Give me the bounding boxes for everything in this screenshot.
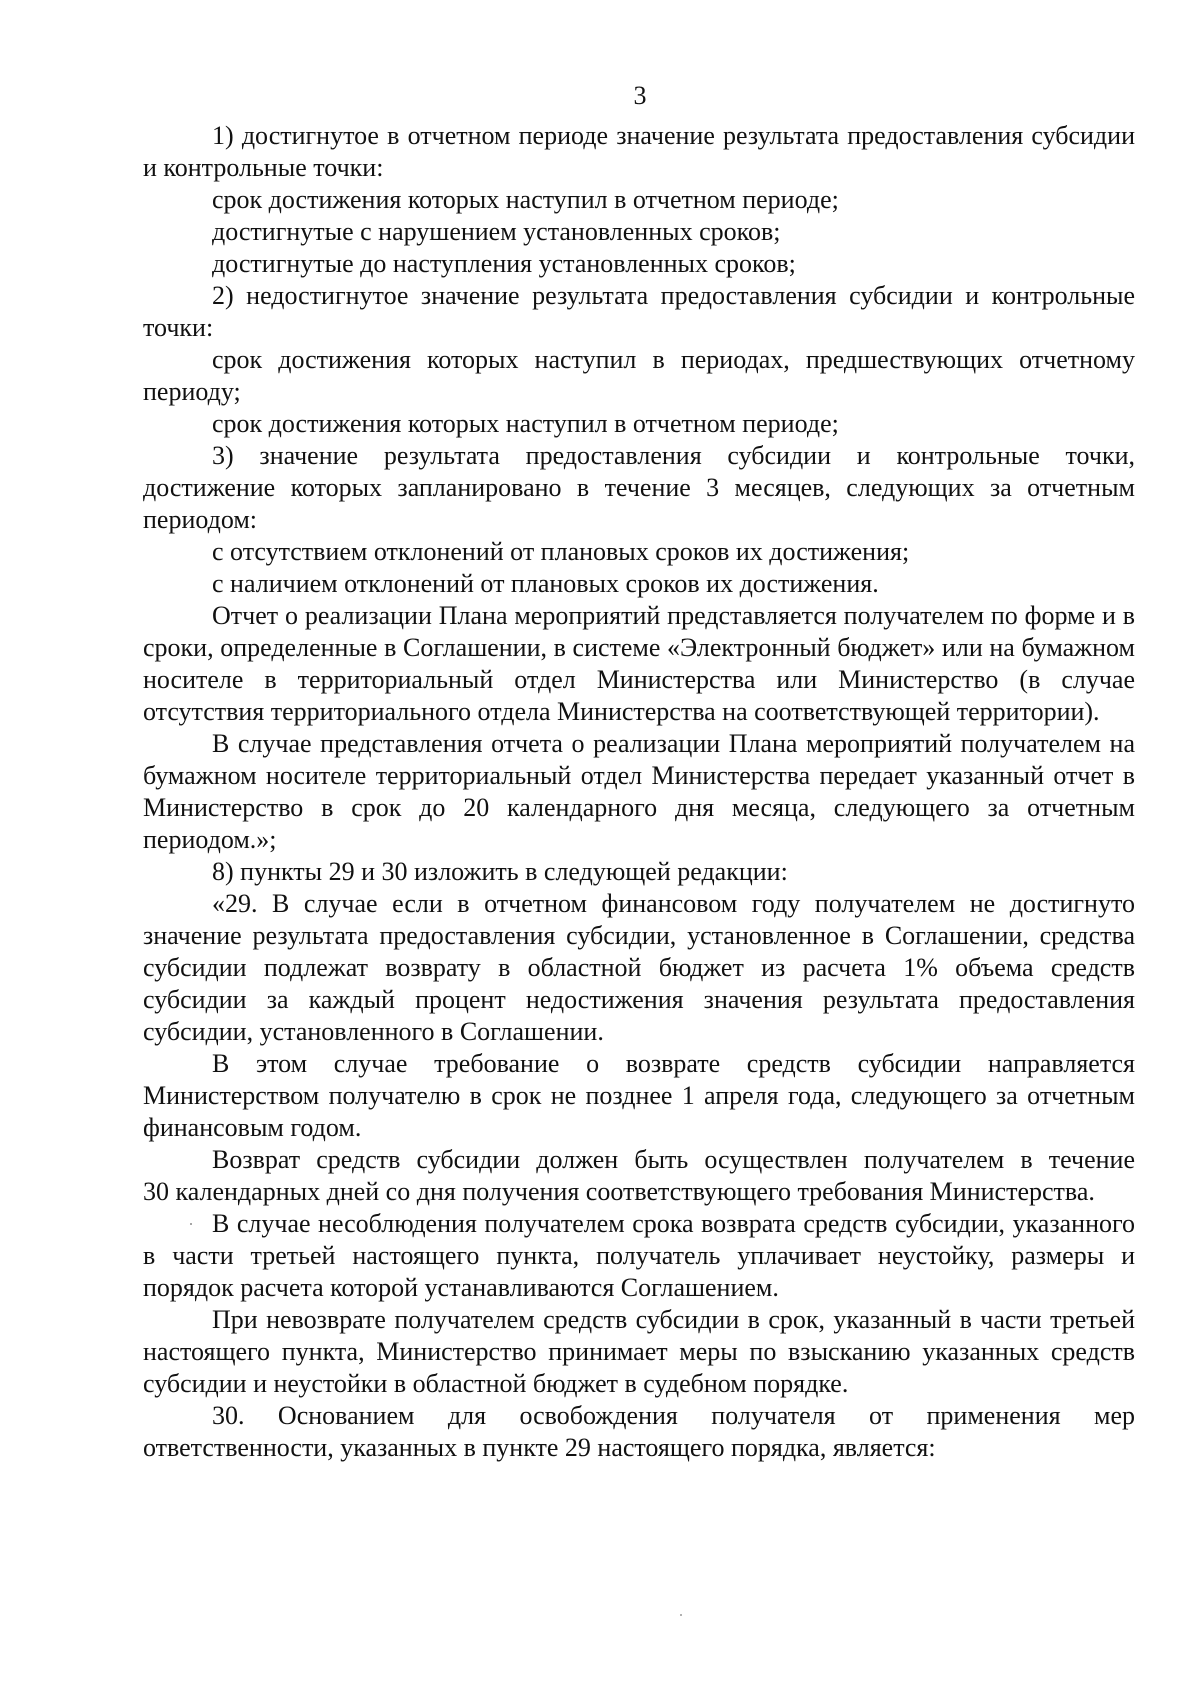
paragraph: 8) пункты 29 и 30 изложить в следующей редакции: <box>212 857 788 886</box>
scan-speck <box>190 1223 192 1225</box>
paragraph: В случае представления отчета о реализации Плана мероприятий получателем на бумажном носителе территориальный отдел Министерства передает указанный отчет в Министерство в срок до 20 календарного дня месяца, следующего за отчетным периодом.»; <box>143 729 1135 854</box>
scan-speck <box>680 1614 682 1616</box>
paragraph: «29. В случае если в отчетном финансовом году получателем не достигнуто значение результата предоставления субсидии, установленное в Соглашении, средства субсидии подлежат возврату в областной бюджет из расчета 1% объема средств субсидии за каждый процент недостижения значения результата предоставления субсидии, установленного в Соглашении. <box>143 889 1135 1046</box>
paragraph: 2) недостигнутое значение результата предоставления субсидии и контрольные точки: <box>143 281 1135 342</box>
paragraph: срок достижения которых наступил в отчетном периоде; <box>212 409 839 438</box>
paragraph: с отсутствием отклонений от плановых сроков их достижения; <box>212 537 910 566</box>
paragraph: 30. Основанием для освобождения получателя от применения мер ответственности, указанных в пункте 29 настоящего порядка, является: <box>143 1401 1135 1462</box>
paragraph: срок достижения которых наступил в отчетном периоде; <box>212 185 839 214</box>
paragraph: достигнутые до наступления установленных сроков; <box>212 249 796 278</box>
paragraph: 1) достигнутое в отчетном периоде значение результата предоставления субсидии и контрольные точки: <box>143 121 1135 182</box>
paragraph: 3) значение результата предоставления субсидии и контрольные точки, достижение которых запланировано в течение 3 месяцев, следующих за отчетным периодом: <box>143 441 1135 534</box>
paragraph: При невозврате получателем средств субсидии в срок, указанный в части третьей настоящего пункта, Министерство принимает меры по взысканию указанных средств субсидии и неустойки в областной бюджет в судебном порядке. <box>143 1305 1135 1398</box>
paragraph: достигнутые с нарушением установленных сроков; <box>212 217 781 246</box>
paragraph: В этом случае требование о возврате средств субсидии направляется Министерством получателю в срок не позднее 1 апреля года, следующего за отчетным финансовым годом. <box>143 1049 1135 1142</box>
page-number: 3 <box>633 81 647 110</box>
paragraph: с наличием отклонений от плановых сроков их достижения. <box>212 569 879 598</box>
paragraph: Отчет о реализации Плана мероприятий представляется получателем по форме и в сроки, определенные в Соглашении, в системе «Электронный бюджет» или на бумажном носителе в территориальный отдел Министерства или Министерство (в случае отсутствия территориального отдела Министерства на соответствующей территории). <box>143 601 1135 726</box>
paragraph: срок достижения которых наступил в периодах, предшествующих отчетному периоду; <box>143 345 1135 406</box>
document-body <box>143 120 1135 1464</box>
paragraph: В случае несоблюдения получателем срока возврата средств субсидии, указанного в части третьей настоящего пункта, получатель уплачивает неустойку, размеры и порядок расчета которой устанавливаются Соглашением. <box>143 1209 1135 1302</box>
paragraph: Возврат средств субсидии должен быть осуществлен получателем в течение 30 календарных дней со дня получения соответствующего требования Министерства. <box>143 1145 1135 1206</box>
